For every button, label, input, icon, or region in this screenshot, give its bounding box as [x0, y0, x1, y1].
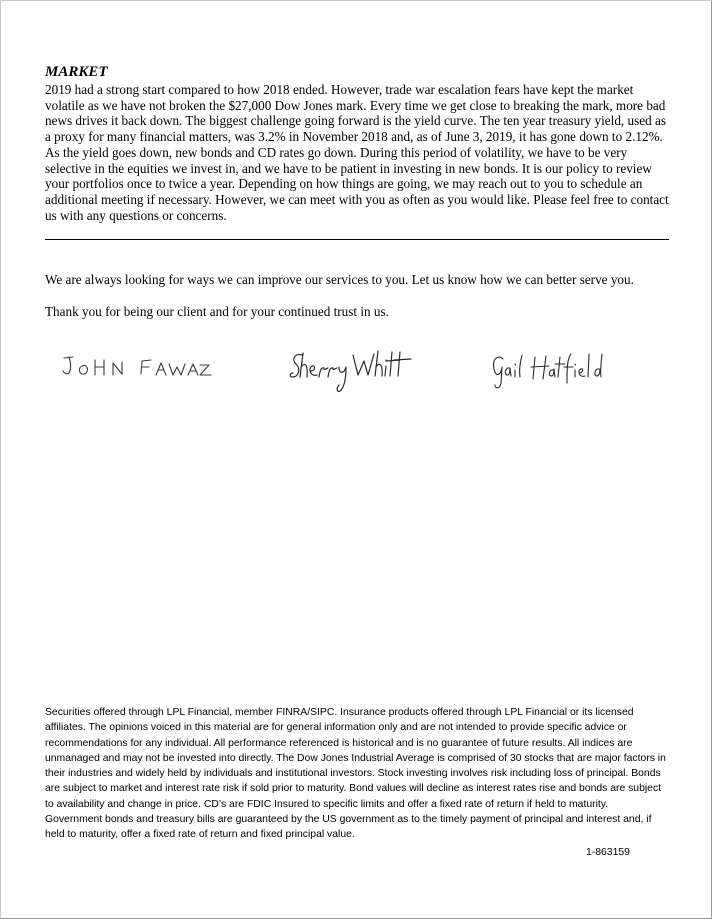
- market-heading: MARKET: [45, 64, 108, 80]
- disclaimer-text: Securities offered through LPL Financial, member FINRA/SIPC. Insurance products offered through LPL Financial or its licensed affiliates. The opinions voiced in this material are for general information only and are not intended to provide specific advice or recommendations for any individual. All performance referenced is historical and is no guarantee of future results. All indices are unmanaged and may not be invested into directly. The Dow Jones Industrial Average is comprised of 30 stocks that are major factors in their industries and widely held by individuals and institutional investors. Stock investing involves risk including loss of principal. Bonds are subject to market and interest rate risk if sold prior to maturity. Bond values will decline as interest rates rise and bonds are subject to availability and change in price. CD’s are FDIC Insured to specific limits and offer a fixed rate of return if held to maturity. Government bonds and treasury bills are guaranteed by the US government as to the timely payment of principal and interest and, if held to maturity, offer a fixed rate of return and fixed principal value.: [45, 707, 666, 841]
- thank-you-line: Thank you for being our client and for your continued trust in us.: [45, 304, 389, 319]
- market-paragraph: 2019 had a strong start compared to how 2018 ended. However, trade war escalation fears have kept the market volatile as we have not broken the $27,000 Dow Jones mark. Every time we get close to breaking the mark, more bad news drives it back down. The biggest challenge going forward is the yield curve. The ten year treasury yield, used as a proxy for many financial matters, was 3.2% in November 2018 and, as of June 3, 2019, it has gone down to 2.12%. As the yield goes down, new bonds and CD rates go down. During this period of volatility, we have to be very selective in the equities we invest in, and we have to be patient in investing in new bonds. It is our policy to review your portfolios once to twice a year. Depending on how things are going, we may reach out to you to schedule an additional meeting if necessary. However, we can meet with you as often as you would like. Please feel free to contact us with any questions or concerns.: [45, 82, 669, 223]
- section-divider: [45, 239, 669, 240]
- signature-gail-hatfield-image: [487, 349, 607, 394]
- signature-john-fawaz-image: [59, 349, 214, 385]
- signature-john-fawaz: [59, 349, 214, 385]
- document-code: 1-863159: [586, 847, 630, 858]
- improve-services-line: We are always looking for ways we can improve our services to you. Let us know how we can better serve you.: [45, 272, 634, 287]
- signature-sherry-whitt: [287, 347, 422, 397]
- signature-sherry-whitt-image: [287, 347, 422, 397]
- signature-gail-hatfield: [487, 349, 607, 394]
